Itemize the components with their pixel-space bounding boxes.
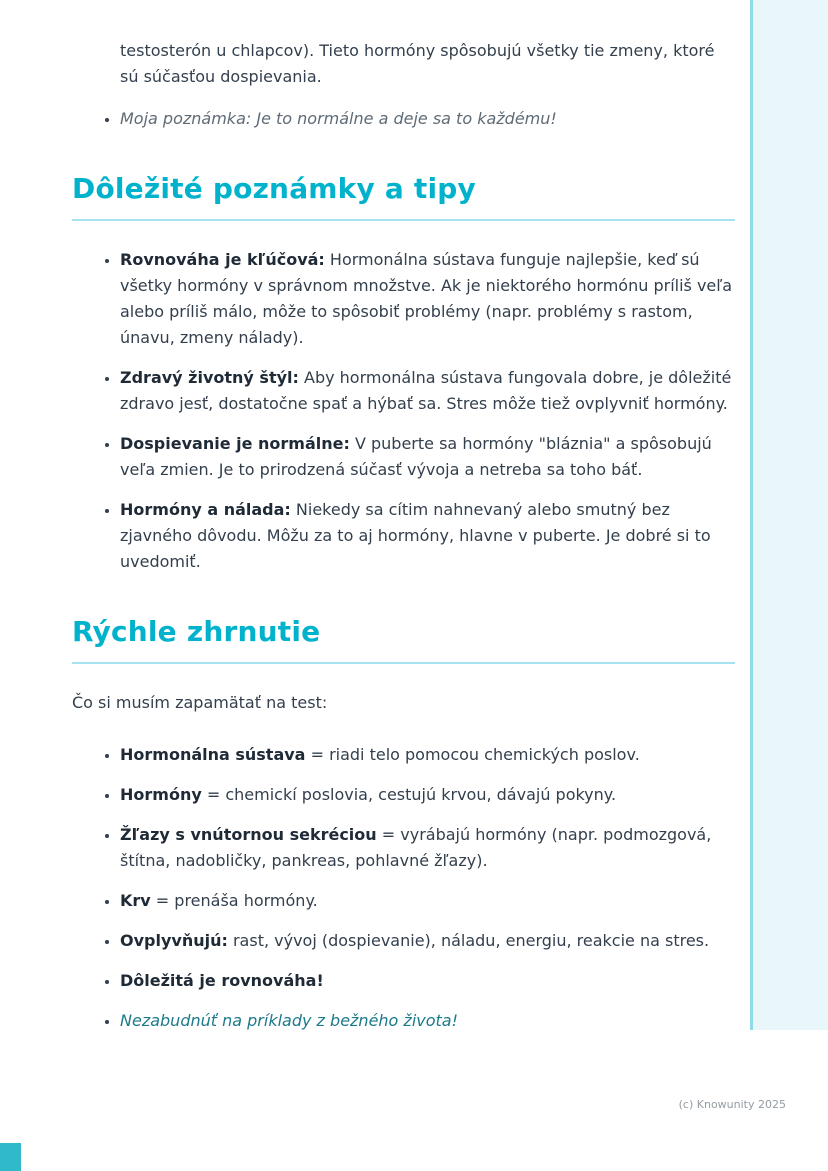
- tip-item-text: Aby hormonálna sústava fungovala dobre, je dôležité zdravo jesť, dostatočne spať a hýbať sa. Stres môže tiež ovplyvniť hormóny.: [120, 368, 732, 413]
- tips-list: [72, 247, 735, 575]
- tip-item-text: Hormonálna sústava funguje najlepšie, keď sú všetky hormóny v správnom množstve. Ak je niektorého hormónu príliš veľa alebo príliš málo, môže to spôsobiť problémy (napr. problémy s rastom, únavu, zmeny nálady).: [120, 250, 733, 347]
- summary-list: [72, 742, 735, 1034]
- tip-item-lead: Zdravý životný štýl:: [120, 368, 299, 387]
- tip-item-text: V puberte sa hormóny "bláznia" a spôsobujú veľa zmien. Je to prirodzená súčasť vývoja a netreba sa toho báť.: [120, 434, 712, 479]
- intro-note-list: [72, 106, 735, 132]
- tip-item-lead: Hormóny a nálada:: [120, 500, 291, 519]
- summary-item-text: = chemickí poslovia, cestujú krvou, dávajú pokyny.: [201, 785, 617, 804]
- tip-item-lead: Dospievanie je normálne:: [120, 434, 350, 453]
- right-margin-strip: [750, 0, 828, 1030]
- summary-item-lead: Hormóny: [120, 785, 202, 804]
- summary-item-text: = prenáša hormóny.: [150, 891, 318, 910]
- summary-item-lead: Ovplyvňujú:: [120, 931, 228, 950]
- summary-item: [120, 742, 735, 768]
- summary-item: [120, 968, 735, 994]
- tip-item: [120, 497, 735, 575]
- page-corner-accent: [0, 1143, 21, 1171]
- summary-item-lead: Žľazy s vnútornou sekréciou: [120, 825, 377, 844]
- summary-item-text: = vyrábajú hormóny (napr. podmozgová, štítna, nadobličky, pankreas, pohlavné žľazy).: [120, 825, 712, 870]
- summary-section-title: Rýchle zhrnutie: [72, 615, 735, 664]
- tip-item: [120, 431, 735, 483]
- summary-intro-paragraph: Čo si musím zapamätať na test:: [72, 693, 328, 712]
- document-content: [72, 38, 735, 1048]
- tip-item: [120, 247, 735, 351]
- summary-reminder-note: • Nezabudnúť na príklady z bežného života!: [120, 1008, 735, 1034]
- summary-item-lead: Hormonálna sústava: [120, 745, 306, 764]
- summary-item-text: = riadi telo pomocou chemických poslov.: [305, 745, 640, 764]
- tip-item: [120, 365, 735, 417]
- summary-item: [120, 782, 735, 808]
- personal-note-item: • Moja poznámka: Je to normálne a deje sa to každému!: [120, 106, 735, 132]
- footer-credit: (c) Knowunity 2025: [678, 1098, 786, 1111]
- summary-item-text: rast, vývoj (dospievanie), náladu, energiu, reakcie na stres.: [227, 931, 710, 950]
- summary-item-lead: Krv: [120, 891, 151, 910]
- tips-section-title: Dôležité poznámky a tipy: [72, 172, 735, 221]
- intro-continuation-paragraph: testosterón u chlapcov). Tieto hormóny spôsobujú všetky tie zmeny, ktoré sú súčasťou dospievania.: [120, 41, 715, 86]
- summary-item: [120, 822, 735, 874]
- summary-item-lead: Dôležitá je rovnováha!: [120, 971, 324, 990]
- summary-item: [120, 928, 735, 954]
- summary-item: [120, 888, 735, 914]
- tip-item-text: Niekedy sa cítim nahnevaný alebo smutný bez zjavného dôvodu. Môžu za to aj hormóny, hlavne v puberte. Je dobré si to uvedomiť.: [120, 500, 711, 571]
- tip-item-lead: Rovnováha je kľúčová:: [120, 250, 325, 269]
